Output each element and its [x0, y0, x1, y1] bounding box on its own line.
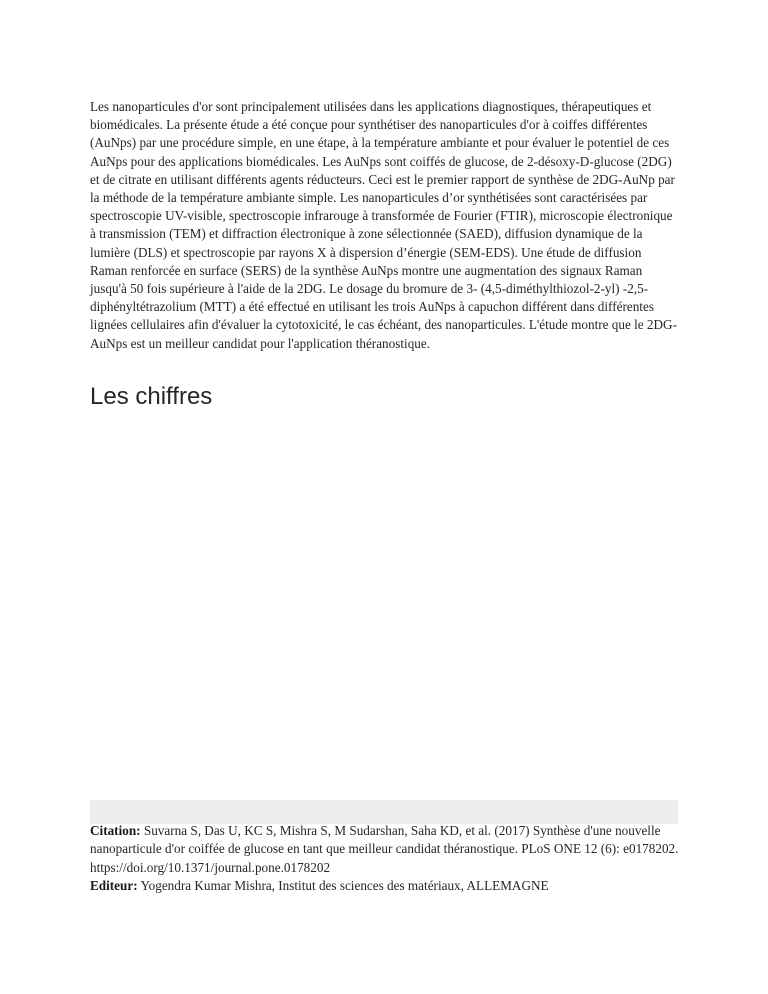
figure-placeholder	[90, 420, 678, 798]
editor-text: Yogendra Kumar Mishra, Institut des sciences des matériaux, ALLEMAGNE	[140, 878, 549, 894]
citation-block	[90, 822, 682, 896]
editor-line	[90, 877, 682, 895]
citation-text: Suvarna S, Das U, KC S, Mishra S, M Sudarshan, Saha KD, et al. (2017) Synthèse d'une nouvelle nanoparticule d'or coiffée de glucose en tant que meilleur candidat théranostique. PLoS ONE 12 (6): e0178202. https://doi.org/10.1371/journal.pone.0178202	[90, 823, 679, 875]
abstract-paragraph: Les nanoparticules d'or sont principalement utilisées dans les applications diagnostiques, thérapeutiques et biomédicales. La présente étude a été conçue pour synthétiser des nanoparticules d'or à coiffes différentes (AuNps) par une procédure simple, en une étape, à la température ambiante et pour évaluer le potentiel de ces AuNps pour des applications biomédicales. Les AuNps sont coiffés de glucose, de 2-désoxy-D-glucose (2DG) et de citrate en utilisant différents agents réducteurs. Ceci est le premier rapport de synthèse de 2DG-AuNp par la méthode de la température ambiante simple. Les nanoparticules d’or synthétisées sont caractérisées par spectroscopie UV-visible, spectroscopie infrarouge à transformée de Fourier (FTIR), microscopie électronique à transmission (TEM) et diffraction électronique à zone sélectionnée (SAED), diffusion dynamique de la lumière (DLS) et spectroscopie par rayons X à dispersion d’énergie (SEM-EDS). Une étude de diffusion Raman renforcée en surface (SERS) de la synthèse AuNps montre une augmentation des signaux Raman jusqu'à 50 fois supérieure à l'aide de la 2DG. Le dosage du bromure de 3- (4,5-diméthylthiozol-2-yl) -2,5-diphényltétrazolium (MTT) a été effectué en utilisant les trois AuNps à capuchon différent dans différentes lignées cellulaires afin d'évaluer la cytotoxicité, le cas échéant, des nanoparticules. L'étude montre que le 2DG-AuNps est un meilleur candidat pour l'application théranostique.	[90, 99, 677, 351]
citation-line	[90, 822, 682, 877]
figures-section-heading: Les chiffres	[90, 383, 213, 410]
editor-label: Editeur:	[90, 878, 138, 894]
figure-caption-bar	[90, 800, 678, 824]
citation-label: Citation:	[90, 823, 141, 838]
